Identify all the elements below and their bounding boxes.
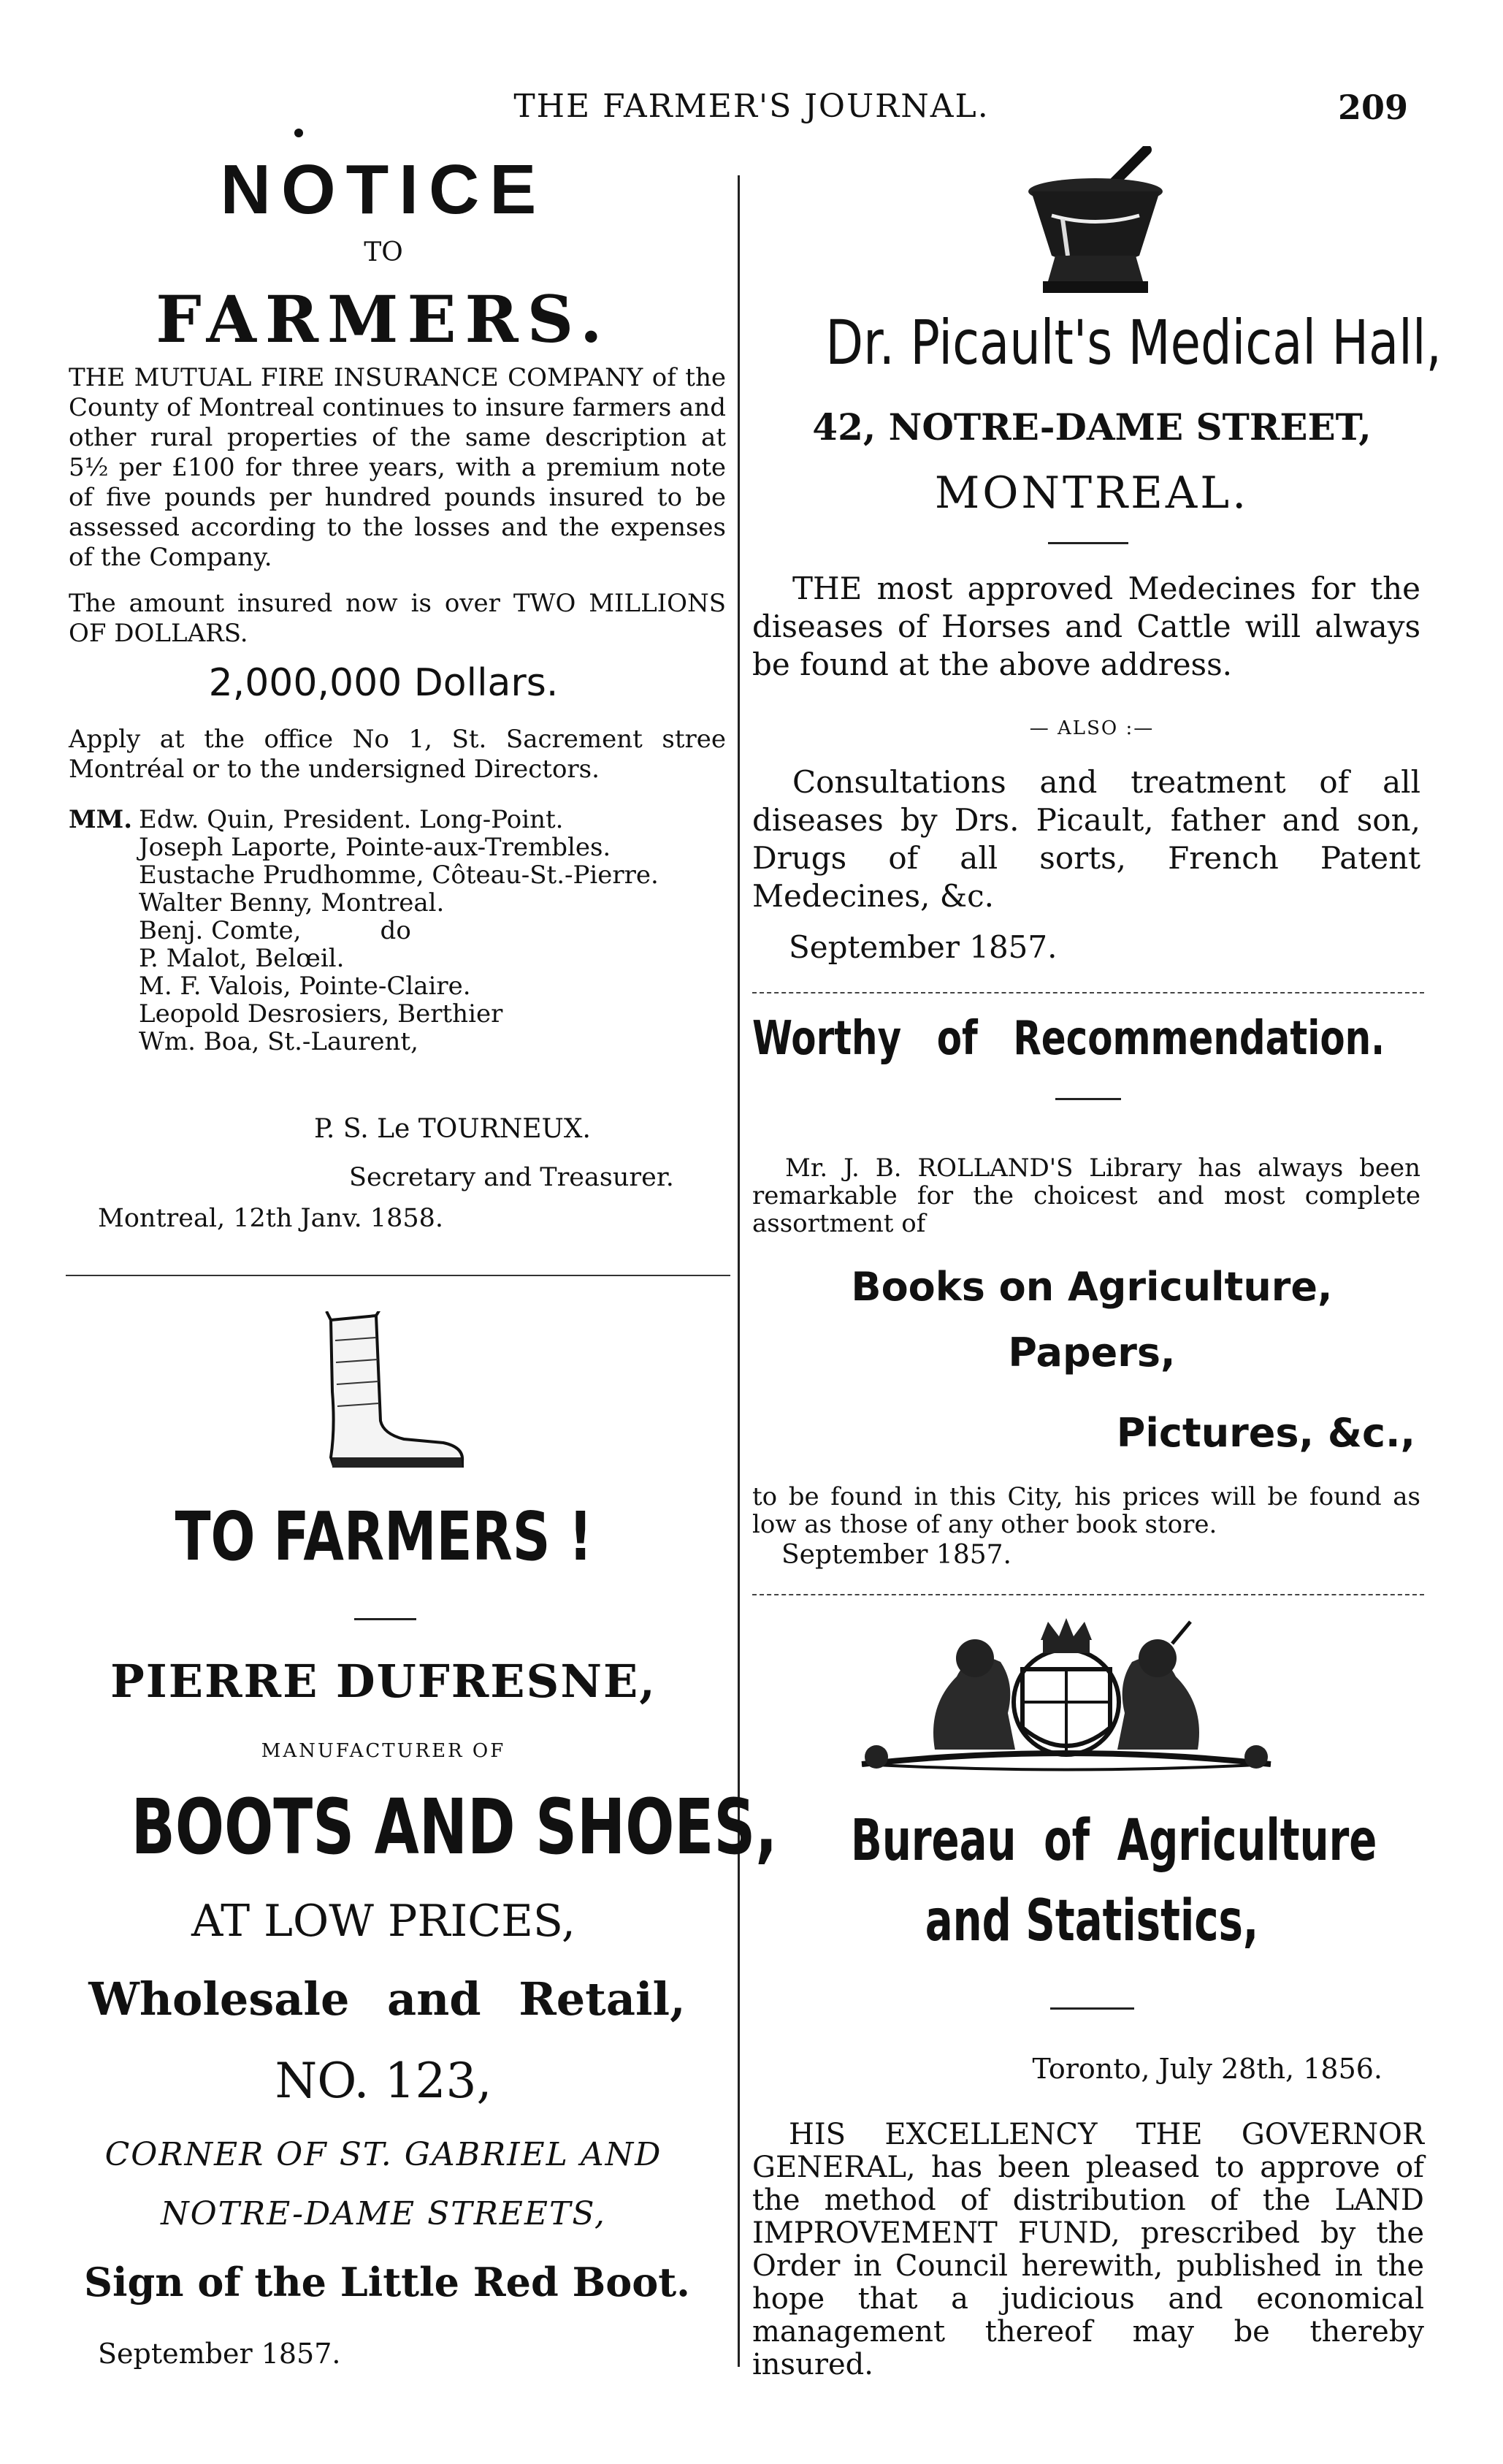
left-short-rule-1 bbox=[354, 1618, 416, 1620]
bureau-line-2 bbox=[749, 1888, 1435, 1954]
bureau-text-2: and Statistics, bbox=[925, 1888, 1259, 1954]
running-header: THE FARMER'S JOURNAL. bbox=[513, 88, 990, 125]
books-line: Books on Agriculture, bbox=[851, 1264, 1333, 1310]
farmers-title: FARMERS. bbox=[156, 281, 611, 357]
right-short-rule-1 bbox=[1048, 542, 1128, 544]
director-6: P. Malot, Belœil. bbox=[139, 944, 345, 973]
street-number: NO. 123, bbox=[275, 2053, 492, 2109]
insurance-paragraph: THE MUTUAL FIRE INSURANCE COMPANY of the County of Montreal continues to insure farmers and other rural properties of the same description at 5½ per £100 for three years, with a premium note of five pounds per hundred pounds insured to be assessed according to the losses and the expenses of the Company. bbox=[69, 363, 726, 572]
amount-paragraph: The amount insured now is over TWO MILLIONS OF DOLLARS. bbox=[69, 589, 726, 648]
medical-hall-text: Dr. Picault's Medical Hall, bbox=[825, 307, 1442, 378]
sign-line: Sign of the Little Red Boot. bbox=[84, 2259, 690, 2305]
bureau-line-1 bbox=[749, 1808, 1435, 1874]
director-9: Wm. Boa, St.-Laurent, bbox=[139, 1027, 418, 1056]
royal-coat-of-arms bbox=[847, 1618, 1285, 1786]
medicines-paragraph: THE most approved Medecines for the diseases of Horses and Cattle will always be found at the above address. bbox=[752, 571, 1420, 682]
library-date: September 1857. bbox=[781, 1540, 1011, 1570]
boots-shoes-text: BOOTS AND SHOES, bbox=[131, 1782, 778, 1872]
worthy-text: Worthy of Recommendation. bbox=[752, 1012, 1385, 1066]
bureau-text-1: Bureau of Agriculture bbox=[851, 1808, 1377, 1874]
consult-paragraph: Consultations and treatment of all diseases by Drs. Picault, father and son, Drugs of all sorts, French Patent Medecines, &c. bbox=[752, 764, 1420, 914]
director-8: Leopold Desrosiers, Berthier bbox=[139, 999, 503, 1029]
hall-city: MONTREAL. bbox=[934, 468, 1250, 519]
wholesale-retail: Wholesale and Retail, bbox=[88, 1972, 686, 2026]
merchant-name: PIERRE DUFRESNE, bbox=[110, 1655, 657, 1708]
boots-date: September 1857. bbox=[98, 2338, 341, 2370]
right-short-rule-2 bbox=[1055, 1098, 1121, 1100]
director-1: Edw. Quin, President. Long-Point. bbox=[139, 805, 564, 834]
hall-address: 42, NOTRE-DAME STREET, bbox=[812, 405, 1372, 449]
apply-paragraph: Apply at the office No 1, St. Sacrement stree Montréal or to the undersigned Directors. bbox=[69, 725, 726, 784]
notice-title: NOTICE bbox=[220, 150, 547, 229]
director-5: Benj. Comte, do bbox=[139, 916, 411, 945]
pictures-line: Pictures, &c., bbox=[1116, 1410, 1415, 1456]
directors-prefix: MM. bbox=[69, 805, 133, 834]
also-label: — ALSO :— bbox=[1029, 717, 1155, 739]
secretary-name: P. S. Le TOURNEUX. bbox=[314, 1114, 591, 1144]
manufacturer-of: MANUFACTURER OF bbox=[261, 1740, 506, 1762]
directors-list bbox=[139, 806, 723, 1056]
secretary-title: Secretary and Treasurer. bbox=[349, 1163, 674, 1192]
to-label: TO bbox=[364, 237, 403, 267]
rolland-paragraph: Mr. J. B. ROLLAND'S Library has always been remarkable for the choicest and most complete assortment of bbox=[752, 1153, 1420, 1238]
worthy-heading bbox=[752, 1012, 1424, 1066]
toronto-date: Toronto, July 28th, 1856. bbox=[1032, 2053, 1382, 2085]
boots-shoes-heading bbox=[29, 1782, 778, 1872]
page-number: 209 bbox=[1337, 88, 1408, 127]
director-3: Eustache Prudhomme, Côteau-St.-Pierre. bbox=[139, 861, 659, 890]
director-2: Joseph Laporte, Pointe-aux-Trembles. bbox=[139, 833, 611, 862]
right-short-rule-3 bbox=[1050, 2007, 1134, 2010]
director-4: Walter Benny, Montreal. bbox=[139, 888, 445, 918]
boot-illustration bbox=[318, 1311, 471, 1476]
low-prices: AT LOW PRICES, bbox=[191, 1896, 575, 1947]
prices-paragraph: to be found in this City, his prices will be found as low as those of any other book store. bbox=[752, 1482, 1420, 1539]
to-farmers-text: TO FARMERS ! bbox=[175, 1498, 592, 1576]
right-section-rule-2 bbox=[752, 1594, 1424, 1597]
column-divider bbox=[738, 175, 740, 2367]
director-7: M. F. Valois, Pointe-Claire. bbox=[139, 972, 471, 1001]
corner-line-1: CORNER OF ST. GABRIEL AND bbox=[104, 2136, 662, 2173]
corner-line-2: NOTRE-DAME STREETS, bbox=[161, 2195, 606, 2232]
papers-line: Papers, bbox=[1008, 1330, 1176, 1376]
right-section-rule-1 bbox=[752, 992, 1424, 995]
dateline: Montreal, 12th Janv. 1858. bbox=[98, 1204, 444, 1233]
dollars-heading: 2,000,000 Dollars. bbox=[208, 661, 559, 705]
excellency-paragraph: HIS EXCELLENCY THE GOVERNOR GENERAL, has been pleased to approve of the method of distribution of the LAND IMPROVEMENT FUND, prescribed by the Order in Council herewith, published in the hope that a judicious and economical management thereof may be thereby insured. bbox=[752, 2118, 1424, 2381]
left-section-rule-1 bbox=[66, 1275, 730, 1276]
medical-hall-title bbox=[749, 307, 1442, 378]
header-dot bbox=[294, 129, 303, 137]
medical-date: September 1857. bbox=[789, 929, 1058, 965]
to-farmers-heading bbox=[44, 1498, 723, 1576]
mortar-pestle-illustration bbox=[1022, 146, 1169, 300]
